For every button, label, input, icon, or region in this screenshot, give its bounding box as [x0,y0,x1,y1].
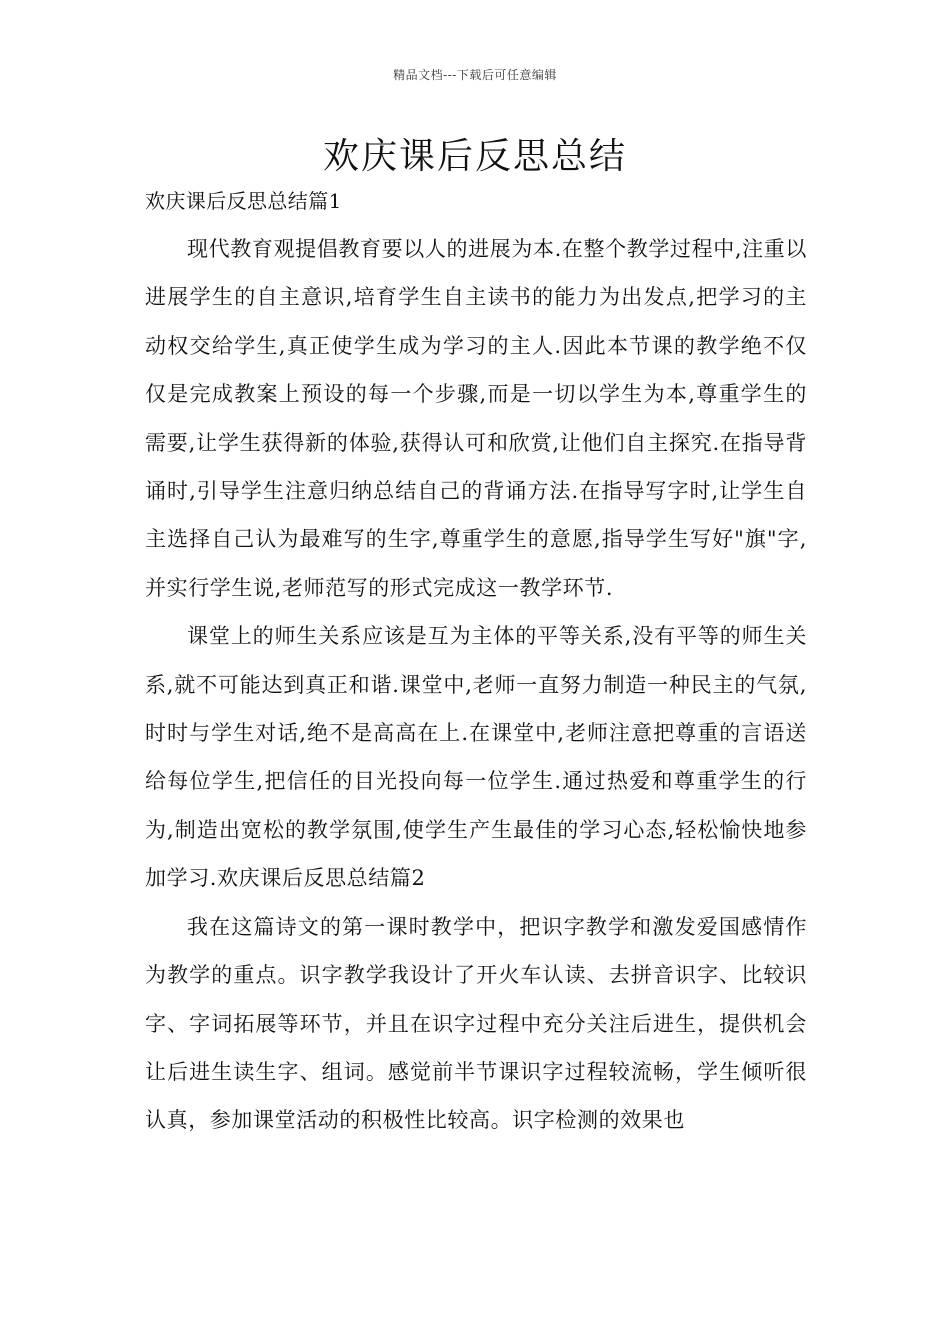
paragraph: 现代教育观提倡教育要以人的进展为本.在整个教学过程中,注重以进展学生的自主意识,培育学生自主读书的能力为出发点,把学习的主动权交给学生,真正使学生成为学习的主人.因此本节课的教学绝不仅仅是完成教案上预设的每一个步骤,而是一切以学生为本,尊重学生的需要,让学生获得新的体验,获得认可和欣赏,让他们自主探究.在指导背诵时,引导学生注意归纳总结自己的背诵方法.在指导写字时,让学生自主选择自己认为最难写的生字,尊重学生的意愿,指导学生写好"旗"字,并实行学生说,老师范写的形式完成这一教学环节. [145,237,807,600]
section-heading: 欢庆课后反思总结篇1 [145,189,342,213]
document-title: 欢庆课后反思总结 [322,136,627,177]
header-note: 精品文档---下载后可任意编辑 [393,68,557,82]
paragraph: 课堂上的师生关系应该是互为主体的平等关系,没有平等的师生关系,就不可能达到真正和谐.课堂中,老师一直努力制造一种民主的气氛,时时与学生对话,绝不是高高在上.在课堂中,老师注意把尊重的言语送给每位学生,把信任的目光投向每一位学生.通过热爱和尊重学生的行为,制造出宽松的教学氛围,使学生产生最佳的学习心态,轻松愉快地参加学习.欢庆课后反思总结篇2 [145,624,807,891]
paragraph: 我在这篇诗文的第一课时教学中，把识字教学和激发爱国感情作为教学的重点。识字教学我设计了开火车认读、去拼音识字、比较识字、字词拓展等环节，并且在识字过程中充分关注后进生，提供机会让后进生读生字、组词。感觉前半节课识字过程较流畅，学生倾听很认真，参加课堂活动的积极性比较高。识字检测的效果也 [145,914,807,1133]
document-body [145,183,807,1145]
